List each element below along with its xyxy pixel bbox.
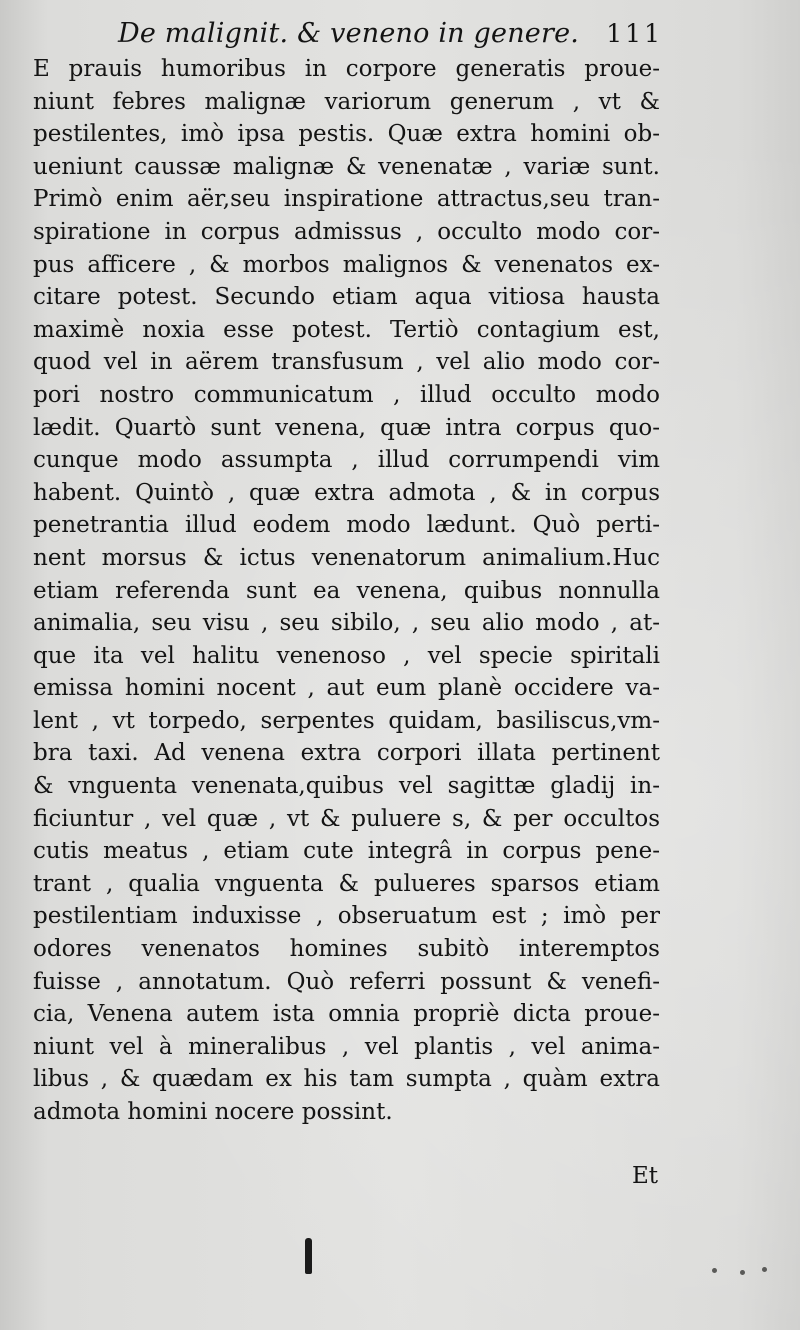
text-line: citare potest. Secundo etiam aqua vitiosa hausta xyxy=(33,284,660,311)
text-line: bra taxi. Ad venena extra corpori illata pertinent xyxy=(33,740,660,767)
text-line: ueniunt caussæ malignæ & venenatæ , variæ sunt. xyxy=(33,153,660,180)
text-line: penetrantia illud eodem modo lædunt. Quò perti- xyxy=(33,512,660,539)
text-line: pus afficere , & morbos malignos & venenatos ex- xyxy=(33,251,660,278)
text-line: que ita vel halitu venenoso , vel specie spiritali xyxy=(33,642,660,669)
text-line: trant , qualia vnguenta & pulueres sparsos etiam xyxy=(33,870,660,897)
text-line: maximè noxia esse potest. Tertiò contagium est, xyxy=(33,316,660,343)
text-line: niunt febres malignæ variorum generum , vt & xyxy=(33,88,660,115)
text-line: cutis meatus , etiam cute integrâ in corpus pene- xyxy=(33,838,660,865)
text-line: nent morsus & ictus venenatorum animalium.Huc xyxy=(33,544,660,571)
text-line: & vnguenta venenata,quibus vel sagittæ gladij in- xyxy=(33,773,660,800)
text-line: E prauis humoribus in corpore generatis proue- xyxy=(33,56,660,82)
text-line: quod vel in aërem transfusum , vel alio modo cor- xyxy=(33,349,660,376)
body-text xyxy=(33,53,660,1129)
text-line: emissa homini nocent , aut eum planè occidere va- xyxy=(33,675,660,702)
text-line: spiratione in corpus admissus , occulto modo cor- xyxy=(33,218,660,245)
page-number: 111 xyxy=(606,19,663,48)
text-line: lent , vt torpedo, serpentes quidam, basiliscus,vm- xyxy=(33,707,660,734)
text-line: Primò enim aër,seu inspiratione attractus,seu tran- xyxy=(33,186,660,213)
text-line: habent. Quintò , quæ extra admota , & in corpus xyxy=(33,479,660,506)
text-line: libus , & quædam ex his tam sumpta , quàm extra xyxy=(33,1066,660,1093)
text-line: cunque modo assumpta , illud corrumpendi vim xyxy=(33,447,660,474)
text-line: fuisse , annotatum. Quò referri possunt & venefi- xyxy=(33,968,660,995)
text-line: cia, Venena autem ista omnia propriè dicta proue- xyxy=(33,1001,660,1028)
text-line: odores venenatos homines subitò interemptos xyxy=(33,936,660,963)
text-line: niunt vel à mineralibus , vel plantis , vel anima- xyxy=(33,1033,660,1060)
text-line: etiam referenda sunt ea venena, quibus nonnulla xyxy=(33,577,660,604)
paper-specks xyxy=(712,1265,772,1277)
page-header xyxy=(118,14,663,54)
catchword: Et xyxy=(631,1163,658,1189)
running-title: De malignit. & veneno in genere. xyxy=(118,18,580,49)
text-line: admota homini nocere possint. xyxy=(33,1099,393,1125)
text-line: pestilentes, imò ipsa pestis. Quæ extra homini ob- xyxy=(33,121,660,148)
text-line: animalia, seu visu , seu sibilo, , seu alio modo , at- xyxy=(33,610,660,637)
text-line: lædit. Quartò sunt venena, quæ intra corpus quo- xyxy=(33,414,660,441)
text-line: pestilentiam induxisse , obseruatum est ; imò per xyxy=(33,903,660,930)
text-line: ficiuntur , vel quæ , vt & puluere s, & per occultos xyxy=(33,805,660,832)
ink-blot xyxy=(305,1238,312,1274)
text-line: pori nostro communicatum , illud occulto modo xyxy=(33,381,660,408)
